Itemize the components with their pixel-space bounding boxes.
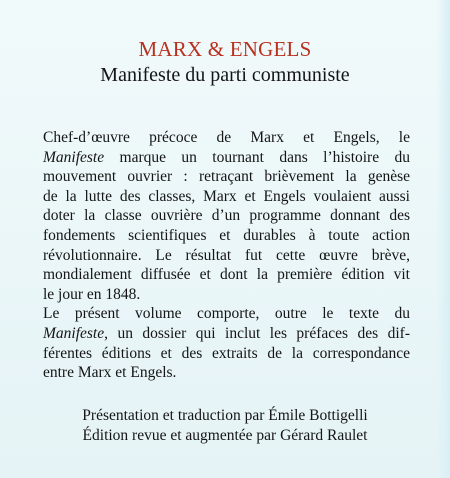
description-line: Le présent volume comporte, outre le texte du [43,305,410,323]
author-title: MARX & ENGELS [138,37,312,61]
description-line: Chef-d’œuvre précoce de Marx et Engels, le [43,129,410,146]
translation-credit: Présentation et traduction par Émile Bottigelli [82,407,368,424]
description-line: de la lutte des classes, Marx et Engels voulaient aussi [43,187,410,205]
description-line: révolutionnaire. Le résultat fut cette œuvre brève, [43,246,410,264]
description-line: Manifeste marque un tournant dans l’histoire du [43,148,410,166]
book-title: Manifeste du parti communiste [100,64,350,86]
description-paragraphs [43,128,410,383]
edition-credit: Édition revue et augmentée par Gérard Raulet [82,427,368,444]
description-line: férentes éditions et des extraits de la correspondance [43,344,410,362]
credits-block [0,406,450,446]
description-line: Manifeste, un dossier qui inclut les préfaces des dif- [43,324,410,342]
description-line: le jour en 1848. [43,285,141,303]
description-line: fondements scientifiques et durables à toute action [43,226,410,244]
description-line: entre Marx et Engels. [43,364,177,382]
description-line: mondialement diffusée et dont la première édition vit [43,266,410,284]
description-line: mouvement ouvrier : retraçant brièvement la genèse [43,168,410,186]
description-line: doter la classe ouvrière d’un programme donnant des [43,207,410,225]
